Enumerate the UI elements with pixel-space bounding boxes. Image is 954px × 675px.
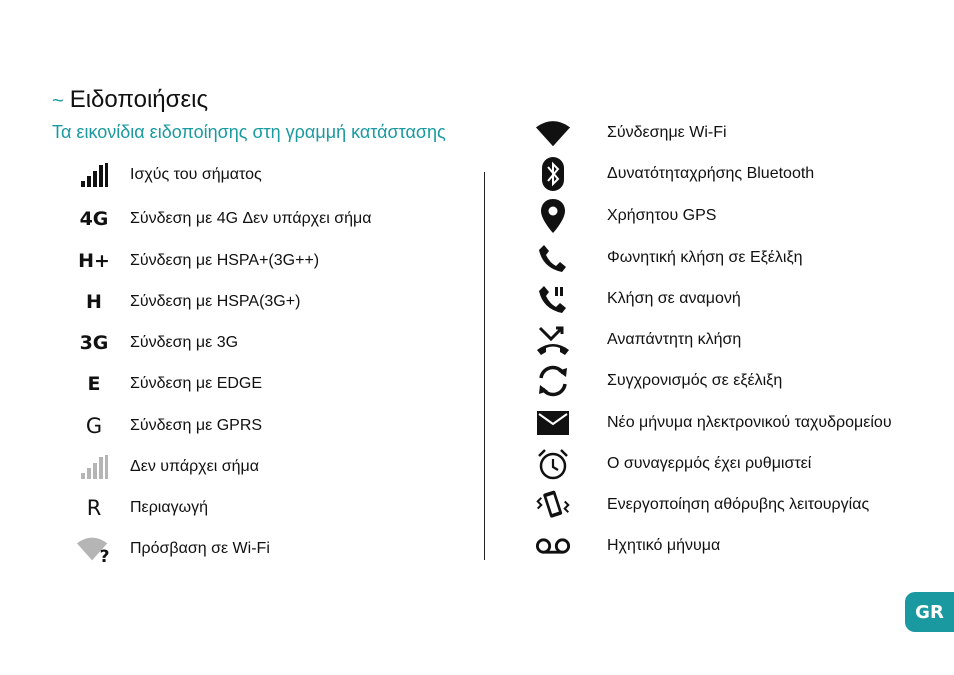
item-label: Κλήση σε αναμονή <box>607 290 741 307</box>
item-label: Σύνδεση με HSPA+(3G++) <box>130 252 320 269</box>
item-label: Νέο μήνυμα ηλεκτρονικού ταχυδρομείου <box>607 414 892 431</box>
item-label: Δυνατότηταχρήσης Bluetooth <box>607 165 815 182</box>
voicemail-icon <box>535 528 571 564</box>
item-label: Ηχητικό μήνυμα <box>607 537 721 554</box>
alarm-clock-icon <box>535 446 571 482</box>
vibrate-icon <box>535 487 571 523</box>
page-subheading: Τα εικονίδια ειδοποίησης στη γραμμή κατάστασης <box>52 122 446 142</box>
hspa-plus-icon: H+ <box>78 250 110 272</box>
item-label: Σύνδεση με GPRS <box>130 417 263 434</box>
item-label: Συγχρονισμός σε εξέλιξη <box>607 372 783 389</box>
column-divider <box>484 172 485 560</box>
page-heading <box>52 86 208 114</box>
phone-call-icon <box>535 240 571 276</box>
heading-text: Ειδοποιήσεις <box>69 86 209 113</box>
item-label: Ενεργοποίηση αθόρυβης λειτουργίας <box>607 496 870 513</box>
wifi-icon <box>535 115 571 151</box>
edge-icon: E <box>87 373 101 395</box>
item-label: Ισχύς του σήματος <box>130 166 262 183</box>
tilde-mark: ~ <box>52 90 64 112</box>
email-icon <box>535 405 571 441</box>
item-label: Πρόσβαση σε Wi-Fi <box>130 540 270 557</box>
sync-icon <box>535 363 571 399</box>
item-label: Περιαγωγή <box>130 499 208 516</box>
wifi-access-icon <box>76 531 112 567</box>
svg-text:?: ? <box>99 547 110 565</box>
item-label: Φωνητική κλήση σε Εξέλιξη <box>607 249 803 266</box>
hspa-icon: H <box>86 291 102 313</box>
call-hold-icon <box>535 281 571 317</box>
item-label: Σύνδεση με HSPA(3G+) <box>130 293 301 310</box>
roaming-icon: R <box>86 496 102 520</box>
item-label: Ο συναγερμός έχει ρυθμιστεί <box>607 455 812 472</box>
language-badge: GR <box>905 592 954 632</box>
location-pin-icon <box>535 198 571 234</box>
item-label: Σύνδεσημε Wi-Fi <box>607 124 727 141</box>
bluetooth-icon <box>535 156 571 192</box>
missed-call-icon <box>535 322 571 358</box>
item-label: Σύνδεση με EDGE <box>130 375 263 392</box>
gprs-icon: G <box>85 414 103 438</box>
item-label: Αναπάντητη κλήση <box>607 331 742 348</box>
item-label: Δεν υπάρχει σήμα <box>130 458 259 475</box>
item-label: Χρήσητου GPS <box>607 207 717 224</box>
no-signal-icon <box>76 449 112 485</box>
4g-icon: 4G <box>79 208 109 230</box>
3g-icon: 3G <box>79 332 109 354</box>
signal-strength-icon <box>76 157 112 193</box>
item-label: Σύνδεση με 3G <box>130 334 239 351</box>
item-label: Σύνδεση με 4G Δεν υπάρχει σήμα <box>130 210 372 227</box>
